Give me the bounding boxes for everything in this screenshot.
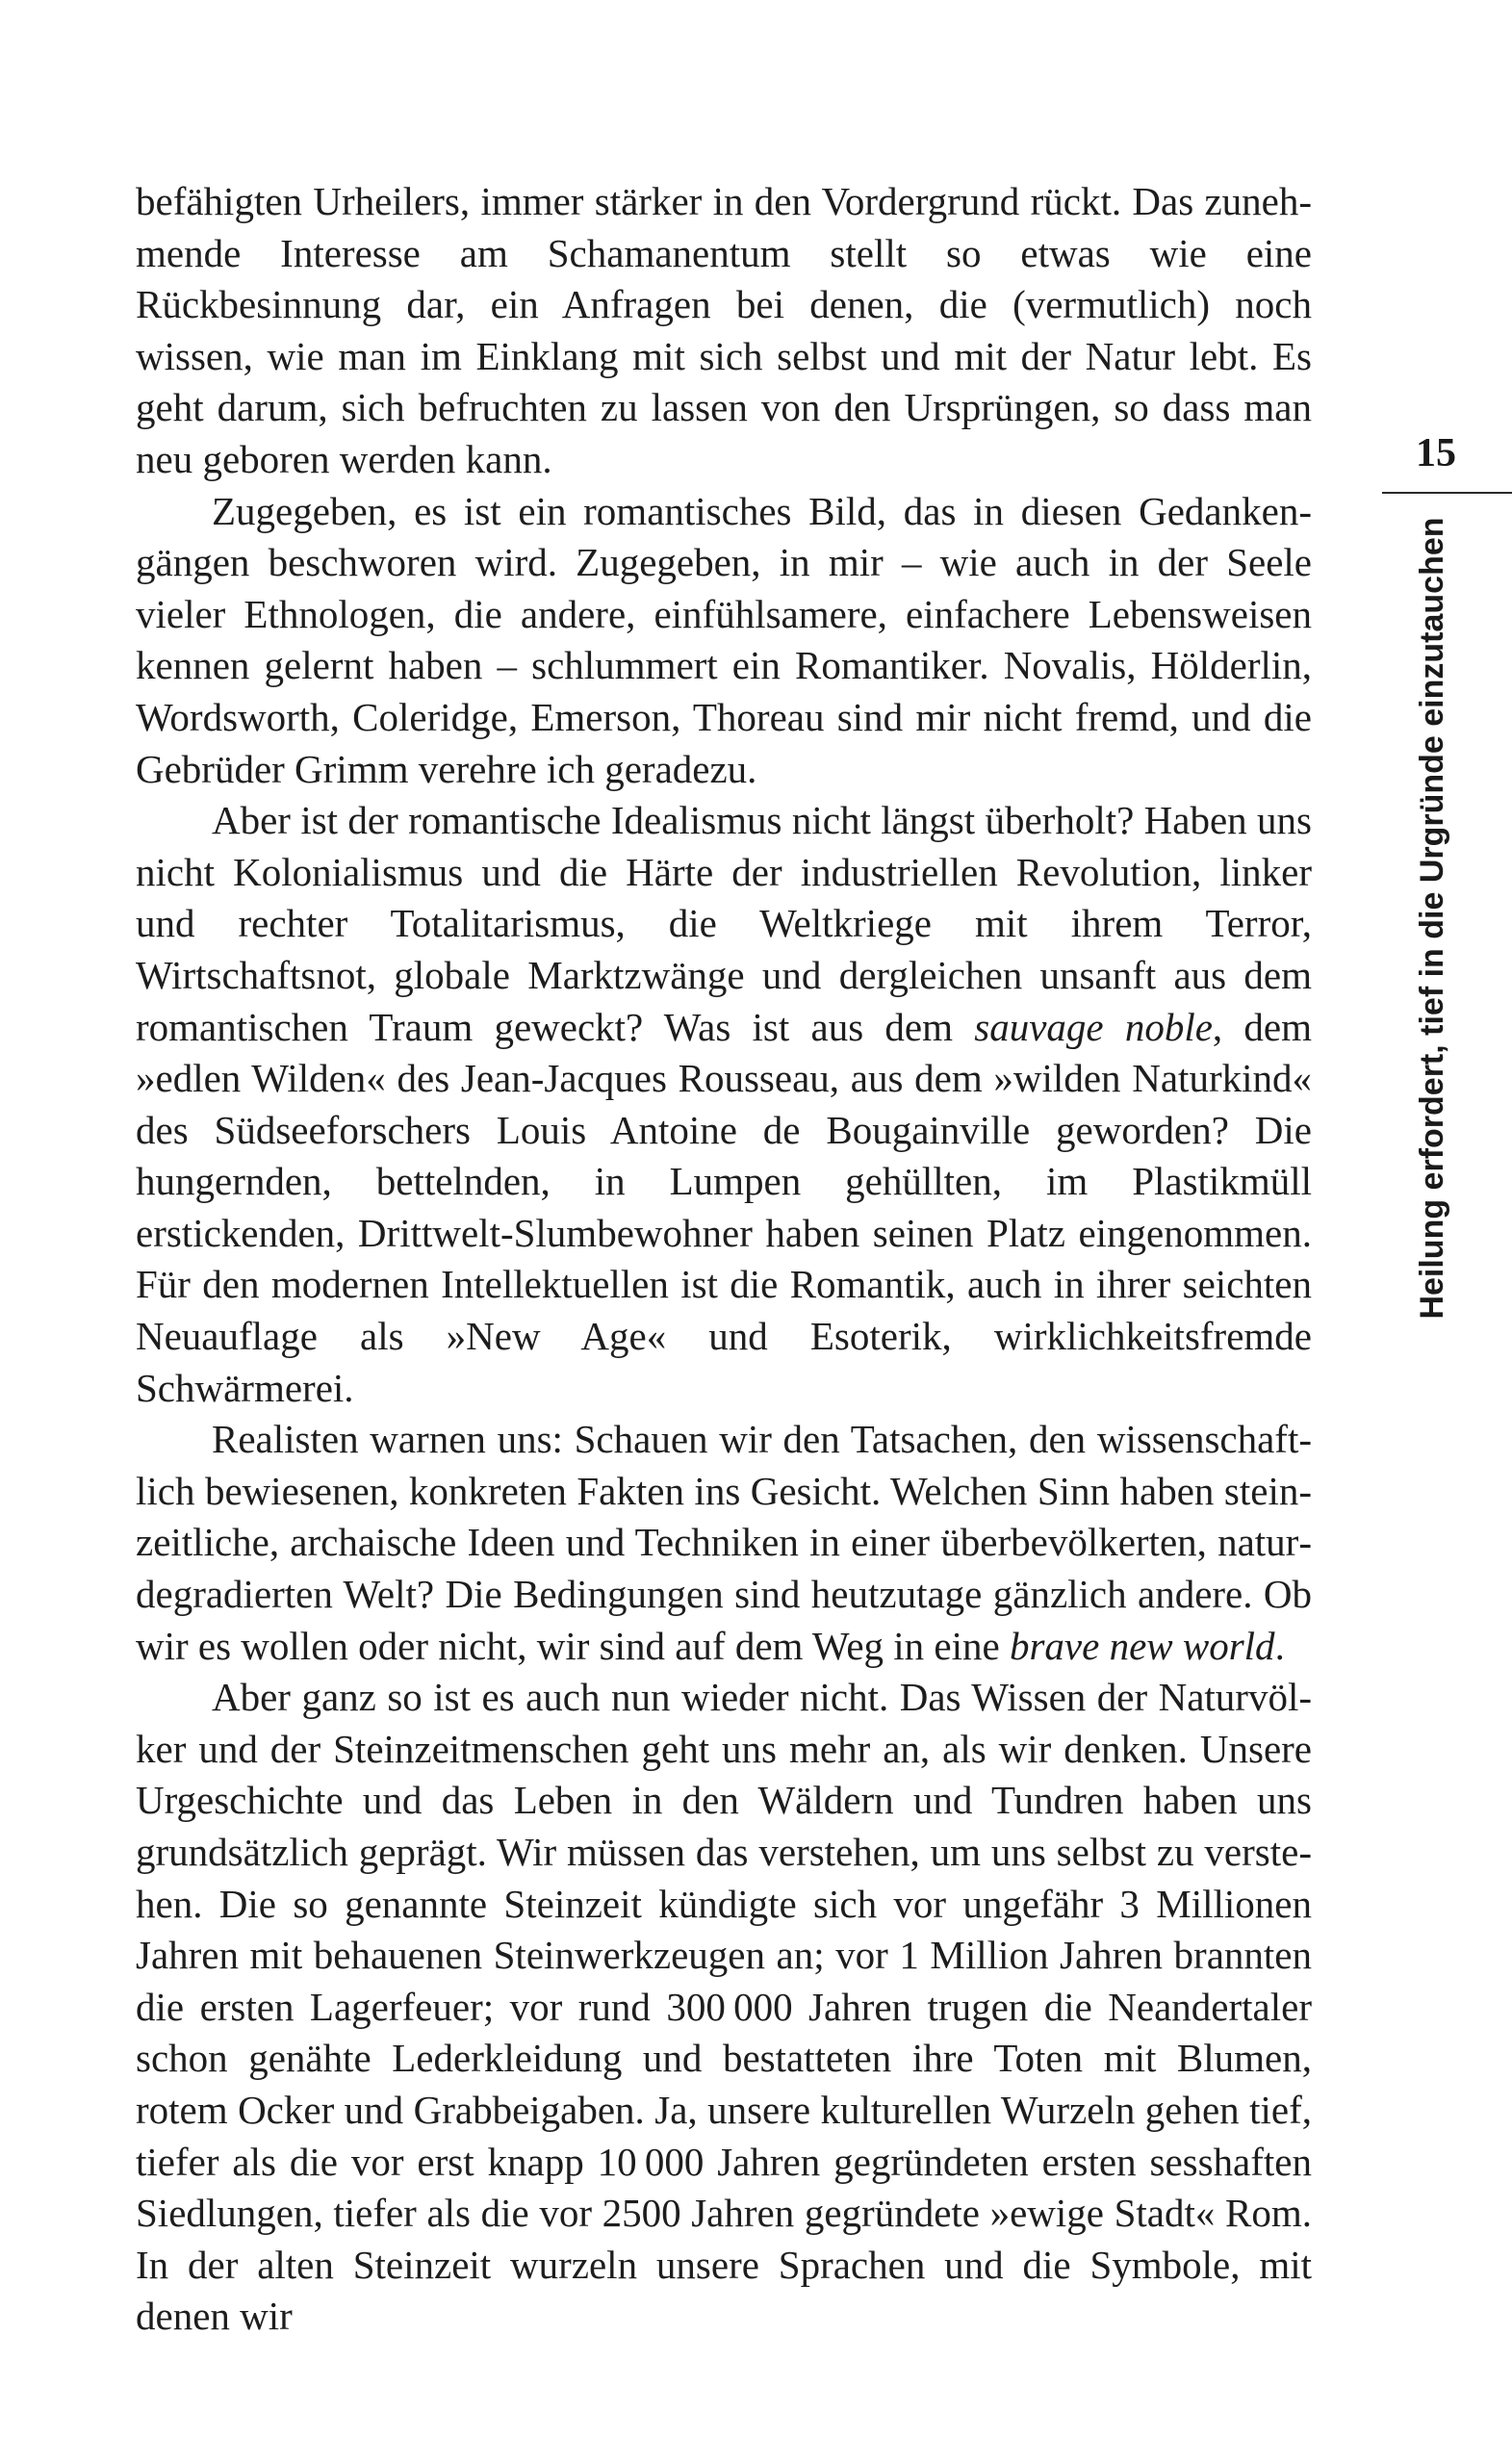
- paragraph: [136, 176, 1312, 486]
- page-number: 15: [1416, 431, 1456, 475]
- running-head: [1407, 513, 1457, 1323]
- text-run: Aber ganz so ist es auch nun wieder nicht. Das Wissen der Naturvölker und der Steinzeitmenschen geht uns mehr an, als wir denken. Unsere Urgeschichte und das Leben in den Wäldern und Tundren haben uns grundsätzlich geprägt. Wir müssen das verstehen, um uns selbst zu verstehen. Die so genannte Steinzeit kündigte sich vor ungefähr 3 Millionen Jahren mit behauenen Steinwerkzeugen an; vor 1 Million Jahren brannten die ersten Lagerfeuer; vor rund 300 000 Jahren trugen die Neandertaler schon genähte Lederkleidung und bestatteten ihre Toten mit Blumen, rotem Ocker und Grabbeigaben. Ja, unsere kulturellen Wurzeln gehen tief, tiefer als die vor erst knapp 10 000 Jahren gegründeten ersten sesshaften Siedlungen, tiefer als die vor 2500 Jahren gegründete »ewige Stadt« Rom. In der alten Steinzeit wurzeln unsere Sprachen und die Symbole, mit denen wir: [136, 1675, 1312, 2339]
- text-run: .: [1274, 1623, 1285, 1668]
- running-head-text: Heilung erfordert, tief in die Urgründe einzutauchen: [1414, 517, 1450, 1320]
- text-run: Aber ist der romantische Idealismus nicht längst überholt? Haben uns nicht Kolonialismus und die Härte der industriellen Revolution, linker und rechter Totalitarismus, die Weltkriege mit ihrem Terror, Wirtschaftsnot, globale Marktzwänge und dergleichen unsanft aus dem romantischen Traum geweckt? Was ist aus dem: [136, 798, 1312, 1049]
- header-rule: [1382, 492, 1512, 494]
- paragraph: [136, 795, 1312, 1414]
- paragraph: [136, 1414, 1312, 1672]
- italic-phrase: brave new world: [1009, 1623, 1275, 1668]
- text-run: Zugegeben, es ist ein romantisches Bild, das in diesen Gedankengängen beschworen wird. Zugegeben, in mir – wie auch in der Seele vieler Ethnologen, die andere, einfühlsamere, einfachere Lebensweisen kennen gelernt haben – schlummert ein Romantiker. Novalis, Hölderlin, Wordsworth, Coleridge, Emerson, Thoreau sind mir nicht fremd, und die Gebrüder Grimm verehre ich geradezu.: [136, 488, 1312, 791]
- text-run: befähigten Urheilers, immer stärker in den Vordergrund rückt. Das zunehmende Interesse am Schamanentum stellt so etwas wie eine Rückbesinnung dar, ein Anfragen bei denen, die (vermutlich) noch wissen, wie man im Einklang mit sich selbst und mit der Natur lebt. Es geht darum, sich befruchten zu lassen von den Ursprüngen, so dass man neu geboren werden kann.: [136, 179, 1312, 481]
- paragraph: [136, 1672, 1312, 2343]
- paragraph: [136, 486, 1312, 796]
- body-text: [136, 176, 1312, 2343]
- text-run: , dem »edlen Wilden« des Jean-Jacques Rousseau, aus dem »wilden Naturkind« des Südseeforschers Louis Antoine de Bougainville geworden? Die hungernden, bettelnden, in Lumpen gehüllten, im Plastikmüll erstickenden, Drittwelt-Slumbewohner haben seinen Platz eingenommen. Für den modernen Intellektuellen ist die Romantik, auch in ihrer seichten Neuauflage als »New Age« und Esoterik, wirklichkeitsfremde Schwärmerei.: [136, 1004, 1312, 1410]
- text-run: Realisten warnen uns: Schauen wir den Tatsachen, den wissenschaftlich bewiesenen, konkreten Fakten ins Gesicht. Welchen Sinn haben steinzeitliche, archaische Ideen und Techniken in einer überbevölkerten, naturdegradierten Welt? Die Bedingungen sind heutzutage gänzlich andere. Ob wir es wollen oder nicht, wir sind auf dem Weg in eine: [136, 1417, 1312, 1668]
- italic-phrase: sauvage noble: [974, 1004, 1213, 1049]
